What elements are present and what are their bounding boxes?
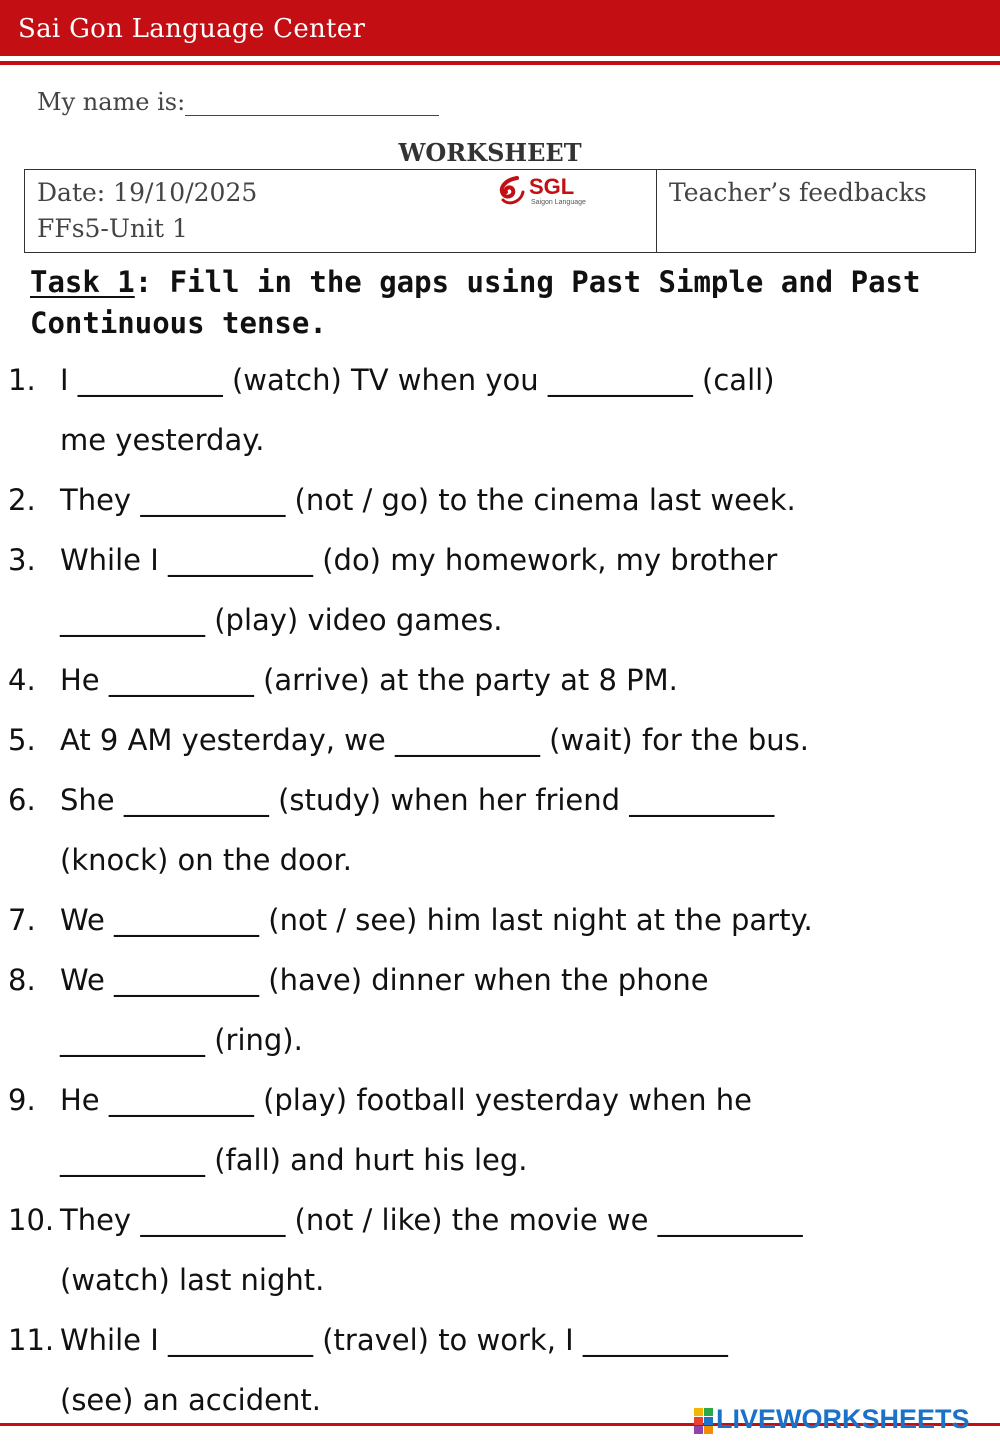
header-rule xyxy=(0,61,1000,65)
sgl-swoosh-icon xyxy=(495,174,529,208)
question-number: 8. xyxy=(8,963,36,997)
task-text: : Fill in the gaps using Past Simple and Past Continuous tense. xyxy=(30,265,921,340)
feedback-label: Teacher’s feedbacks xyxy=(669,178,927,207)
name-prompt: My name is: xyxy=(37,88,186,116)
question-text-continued[interactable]: __________ (ring). xyxy=(60,1023,303,1057)
liveworksheets-text: LIVEWORKSHEETS xyxy=(716,1404,970,1434)
worksheet-title: WORKSHEET xyxy=(398,138,582,167)
unit-label: FFs5-Unit 1 xyxy=(37,214,188,243)
liveworksheets-icon xyxy=(694,1408,714,1434)
logo-text: SGL xyxy=(529,174,575,199)
question-text-continued[interactable]: (see) an accident. xyxy=(60,1383,321,1417)
question-number: 5. xyxy=(8,723,36,757)
date-label: Date: 19/10/2025 xyxy=(37,178,258,207)
question-number: 9. xyxy=(8,1083,36,1117)
question-text[interactable]: He __________ (play) football yesterday when he xyxy=(60,1083,752,1117)
header-bar xyxy=(0,0,1000,56)
question-text[interactable]: We __________ (not / see) him last night at the party. xyxy=(60,903,813,937)
info-divider xyxy=(656,170,657,252)
question-number: 7. xyxy=(8,903,36,937)
task-instruction xyxy=(30,262,930,344)
question-text-continued[interactable]: (knock) on the door. xyxy=(60,843,353,877)
question-text[interactable]: He __________ (arrive) at the party at 8 PM. xyxy=(60,663,678,697)
question-text-continued[interactable]: __________ (fall) and hurt his leg. xyxy=(60,1143,528,1177)
center-name: Sai Gon Language Center xyxy=(18,14,366,44)
question-number: 6. xyxy=(8,783,36,817)
question-number: 4. xyxy=(8,663,36,697)
question-text[interactable]: They __________ (not / like) the movie we __________ xyxy=(60,1203,803,1237)
name-field xyxy=(37,88,439,116)
question-number: 10. xyxy=(8,1203,55,1237)
question-text[interactable]: At 9 AM yesterday, we __________ (wait) for the bus. xyxy=(60,723,809,757)
question-number: 1. xyxy=(8,363,36,397)
question-text-continued[interactable]: (watch) last night. xyxy=(60,1263,325,1297)
question-text-continued[interactable]: me yesterday. xyxy=(60,423,265,457)
name-blank[interactable] xyxy=(185,89,439,116)
task-label: Task 1 xyxy=(30,265,135,299)
question-text[interactable]: I __________ (watch) TV when you __________ (call) xyxy=(60,363,775,397)
question-text[interactable]: While I __________ (travel) to work, I __________ xyxy=(60,1323,728,1357)
logo-subtitle: Saigon Language xyxy=(531,199,586,206)
question-number: 11. xyxy=(8,1323,55,1357)
sgl-logo xyxy=(495,176,595,208)
question-number: 2. xyxy=(8,483,36,517)
info-box xyxy=(24,169,976,253)
question-text[interactable]: They __________ (not / go) to the cinema last week. xyxy=(60,483,796,517)
question-text[interactable]: While I __________ (do) my homework, my brother xyxy=(60,543,778,577)
question-text[interactable]: We __________ (have) dinner when the phone xyxy=(60,963,709,997)
question-number: 3. xyxy=(8,543,36,577)
question-text[interactable]: She __________ (study) when her friend __________ xyxy=(60,783,775,817)
question-text-continued[interactable]: __________ (play) video games. xyxy=(60,603,503,637)
